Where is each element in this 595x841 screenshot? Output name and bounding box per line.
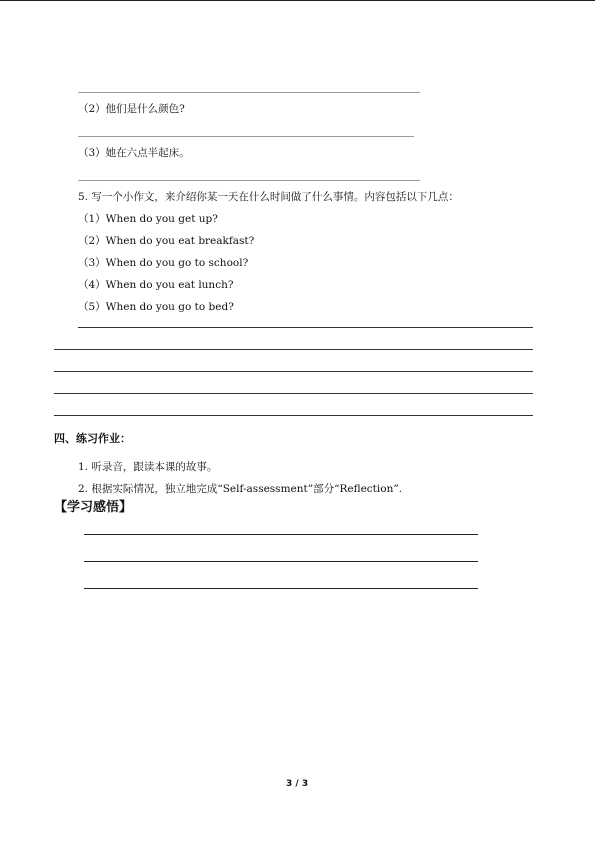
reflection-line bbox=[84, 534, 478, 535]
essay-point: （2）When do you eat breakfast? bbox=[78, 235, 255, 247]
page-number: 3 / 3 bbox=[286, 779, 309, 789]
essay-point: （1）When do you get up? bbox=[78, 213, 218, 225]
reflection-line bbox=[84, 588, 478, 589]
homework-item: 1. 听录音，跟读本课的故事。 bbox=[78, 461, 218, 473]
answer-line bbox=[78, 136, 414, 137]
page-top-border bbox=[0, 0, 595, 1]
writing-line bbox=[78, 327, 533, 328]
essay-point: （4）When do you eat lunch? bbox=[78, 279, 234, 291]
question-2: （2）他们是什么颜色? bbox=[78, 103, 185, 115]
homework-item: 2. 根据实际情况，独立地完成“Self-assessment”部分“Reflection”. bbox=[78, 483, 403, 495]
essay-point: （5）When do you go to bed? bbox=[78, 301, 234, 313]
writing-line bbox=[54, 393, 533, 394]
homework-heading: 四、练习作业： bbox=[54, 432, 131, 445]
writing-line bbox=[54, 371, 533, 372]
reflection-heading: 【学习感悟】 bbox=[54, 500, 133, 515]
reflection-line bbox=[84, 561, 478, 562]
answer-line bbox=[78, 180, 420, 181]
essay-prompt: 5. 写一个小作文，来介绍你某一天在什么时间做了什么事情。内容包括以下几点： bbox=[78, 191, 459, 203]
essay-point: （3）When do you go to school? bbox=[78, 257, 249, 269]
question-3: （3）她在六点半起床。 bbox=[78, 147, 190, 159]
answer-line bbox=[78, 92, 420, 93]
writing-line bbox=[54, 415, 533, 416]
writing-line bbox=[54, 349, 533, 350]
